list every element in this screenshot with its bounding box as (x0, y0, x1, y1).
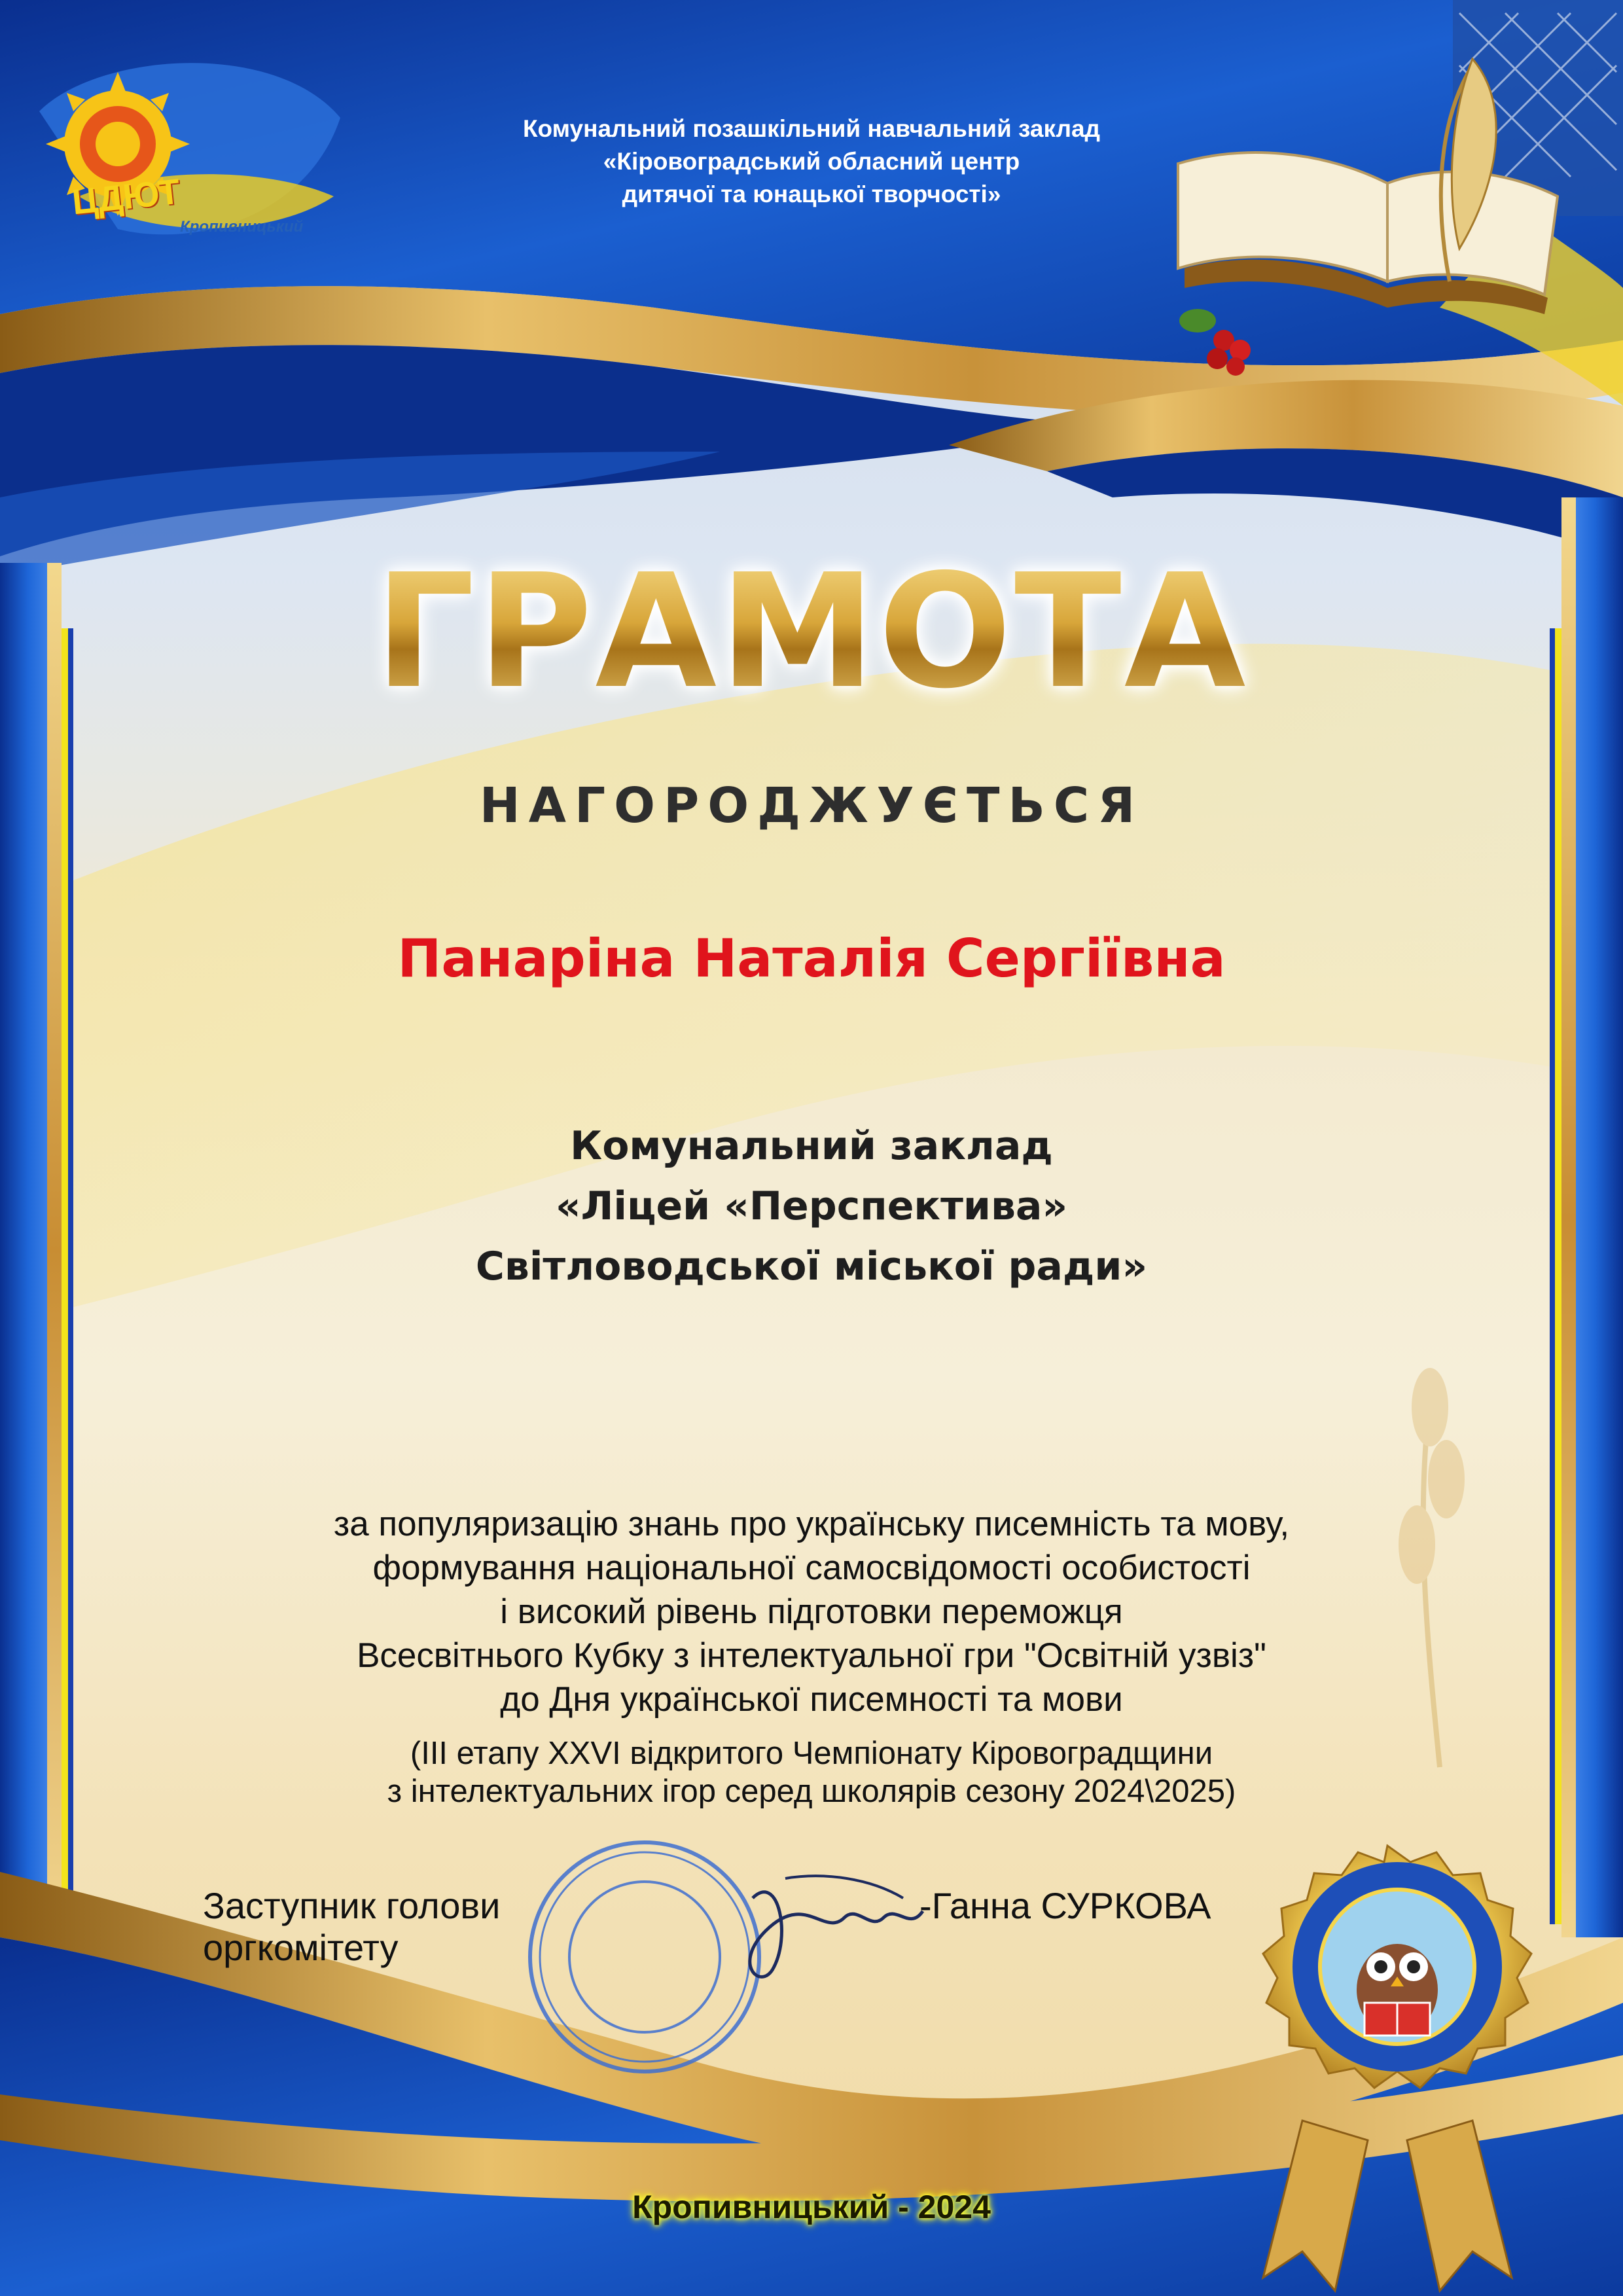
signature-icon (750, 1876, 923, 1977)
reason-line: формування національної самосвідомості особистості (372, 1549, 1251, 1587)
logo-text: ЦДЮТ (70, 171, 182, 223)
footer-city-year: Кропивницький - 2024 (632, 2189, 991, 2225)
certificate-title: ГРАМОТА (0, 543, 1623, 720)
institution-line: Світловодської міської ради» (475, 1244, 1148, 1289)
position-line: Заступник голови (203, 1885, 501, 1926)
reason-line: за популяризацію знань про українську писемність та мову, (333, 1505, 1290, 1543)
institution-line: «Ліцей «Перспектива» (555, 1183, 1068, 1229)
awarded-label: НАГОРОДЖУЄТЬСЯ (479, 778, 1144, 834)
note-line: з інтелектуальних ігор серед школярів сезону 2024\2025) (387, 1774, 1236, 1809)
reason-line: до Дня української писемності та мови (500, 1680, 1123, 1719)
note-line: (ІІІ етапу XXVІ відкритого Чемпіонату Кіровоградщини (410, 1736, 1213, 1771)
recipient-institution (0, 1116, 1623, 1297)
org-line: «Кіровоградський обласний центр (603, 148, 1020, 175)
institution-line: Комунальний заклад (570, 1123, 1053, 1169)
position-line: оргкомітету (203, 1927, 399, 1968)
recipient-name: Панаріна Наталія Сергіївна (397, 928, 1226, 989)
reason-line: і високий рівень підготовки переможця (500, 1592, 1123, 1631)
award-reason (0, 1502, 1623, 1721)
org-line: Комунальний позашкільний навчальний заклад (522, 115, 1101, 142)
official-stamp (530, 1842, 759, 2072)
logo-city: Кропивницький (180, 218, 304, 236)
org-line: дитячої та юнацької творчості» (622, 181, 1001, 207)
reason-line: Всесвітнього Кубку з інтелектуальної гри "Освітній узвіз" (357, 1636, 1266, 1675)
organization-header (0, 113, 1623, 211)
signatory-position (203, 1885, 500, 1969)
signatory-name: -Ганна СУРКОВА (919, 1885, 1211, 1926)
championship-note (0, 1734, 1623, 1810)
